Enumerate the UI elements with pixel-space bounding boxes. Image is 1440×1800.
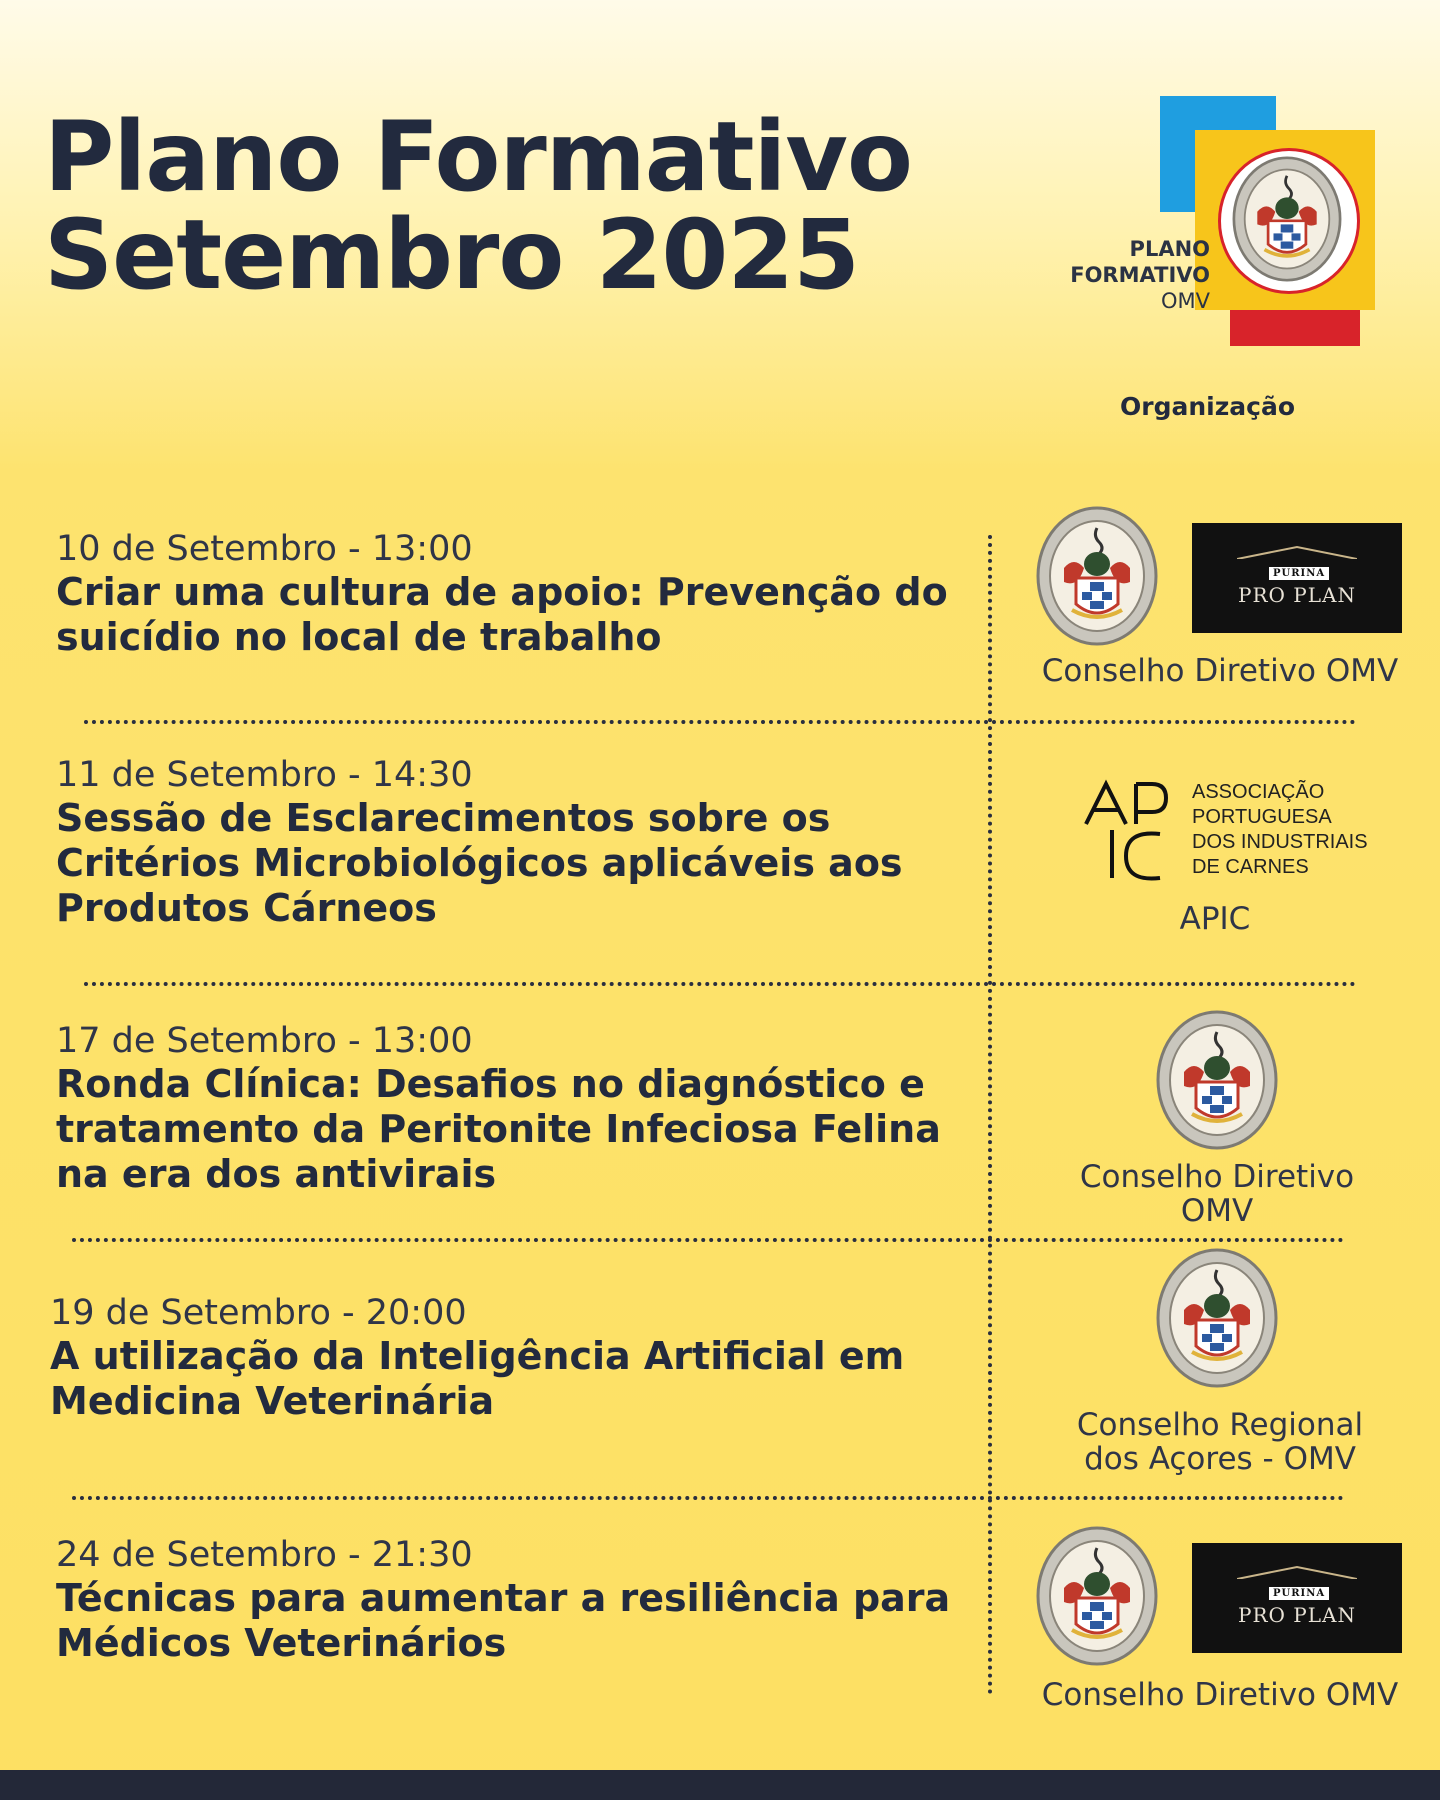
purina-badge: PURINA xyxy=(1269,567,1329,580)
page-title xyxy=(44,101,912,311)
apic-text-line: ASSOCIAÇÃO xyxy=(1192,781,1325,803)
event-title: Criar uma cultura de apoio: Prevenção do suicídio no local de trabalho xyxy=(56,570,948,659)
event-item xyxy=(56,528,986,660)
purina-pro-plan-logo xyxy=(1192,523,1402,633)
title-line-1: Plano Formativo xyxy=(44,101,912,213)
event-organizer: Conselho Diretivo OMV xyxy=(1079,1159,1355,1229)
event-title: Sessão de Esclarecimentos sobre os Critérios Microbiológicos aplicáveis aos Produtos Cárneos xyxy=(56,796,903,930)
event-date: 24 de Setembro - 21:30 xyxy=(56,1535,473,1575)
pro-plan-text: PRO PLAN xyxy=(1238,583,1356,607)
event-item xyxy=(50,1292,980,1424)
horizontal-divider xyxy=(72,1238,1344,1242)
event-title: Técnicas para aumentar a resiliência para Médicos Veterinários xyxy=(56,1576,951,1665)
event-organizer: Conselho Regional dos Açores - OMV xyxy=(1076,1407,1364,1477)
title-line-2: Setembro 2025 xyxy=(44,199,859,311)
apic-text-line: DOS INDUSTRIAIS xyxy=(1192,831,1368,853)
event-title: Ronda Clínica: Desafios no diagnóstico e tratamento da Peritonite Infeciosa Felina na era dos antivirais xyxy=(56,1062,941,1196)
event-date: 10 de Setembro - 13:00 xyxy=(56,529,473,569)
plano-formativo-logo xyxy=(1030,96,1390,346)
omv-seal-icon xyxy=(1036,506,1158,646)
footer-bar xyxy=(0,1770,1440,1800)
apic-text-line: DE CARNES xyxy=(1192,856,1309,878)
apic-logo-text xyxy=(1192,780,1368,880)
pro-plan-roof-icon xyxy=(1237,545,1357,559)
event-organizer: APIC xyxy=(1179,901,1251,937)
omv-seal-icon xyxy=(1226,156,1348,282)
horizontal-divider xyxy=(84,720,1356,724)
vertical-divider xyxy=(988,535,992,1695)
event-item xyxy=(56,1020,986,1197)
event-organizer: Conselho Diretivo OMV xyxy=(1041,653,1399,689)
omv-seal-icon xyxy=(1156,1010,1278,1150)
event-date: 19 de Setembro - 20:00 xyxy=(50,1293,467,1333)
apic-text-line: PORTUGUESA xyxy=(1192,806,1332,828)
logo-text-formativo: FORMATIVO xyxy=(1070,263,1210,287)
event-item xyxy=(56,754,986,931)
event-organizer: Conselho Diretivo OMV xyxy=(1041,1677,1399,1713)
purina-badge: PURINA xyxy=(1269,1587,1329,1600)
pro-plan-text: PRO PLAN xyxy=(1238,1603,1356,1627)
pro-plan-roof-icon xyxy=(1237,1565,1357,1579)
organizacao-label: Organização xyxy=(1120,392,1295,421)
plano-formativo-text xyxy=(1070,236,1210,314)
purina-pro-plan-logo xyxy=(1192,1543,1402,1653)
logo-text-omv: OMV xyxy=(1160,289,1210,313)
omv-seal-icon xyxy=(1156,1248,1278,1388)
horizontal-divider xyxy=(84,982,1356,986)
omv-seal-icon xyxy=(1036,1526,1158,1666)
logo-text-plano: PLANO xyxy=(1129,237,1210,261)
event-title: A utilização da Inteligência Artificial em Medicina Veterinária xyxy=(50,1334,905,1423)
event-date: 17 de Setembro - 13:00 xyxy=(56,1021,473,1061)
horizontal-divider xyxy=(72,1496,1344,1500)
event-date: 11 de Setembro - 14:30 xyxy=(56,755,473,795)
event-item xyxy=(56,1534,986,1666)
apic-logo-mark xyxy=(1082,778,1182,883)
